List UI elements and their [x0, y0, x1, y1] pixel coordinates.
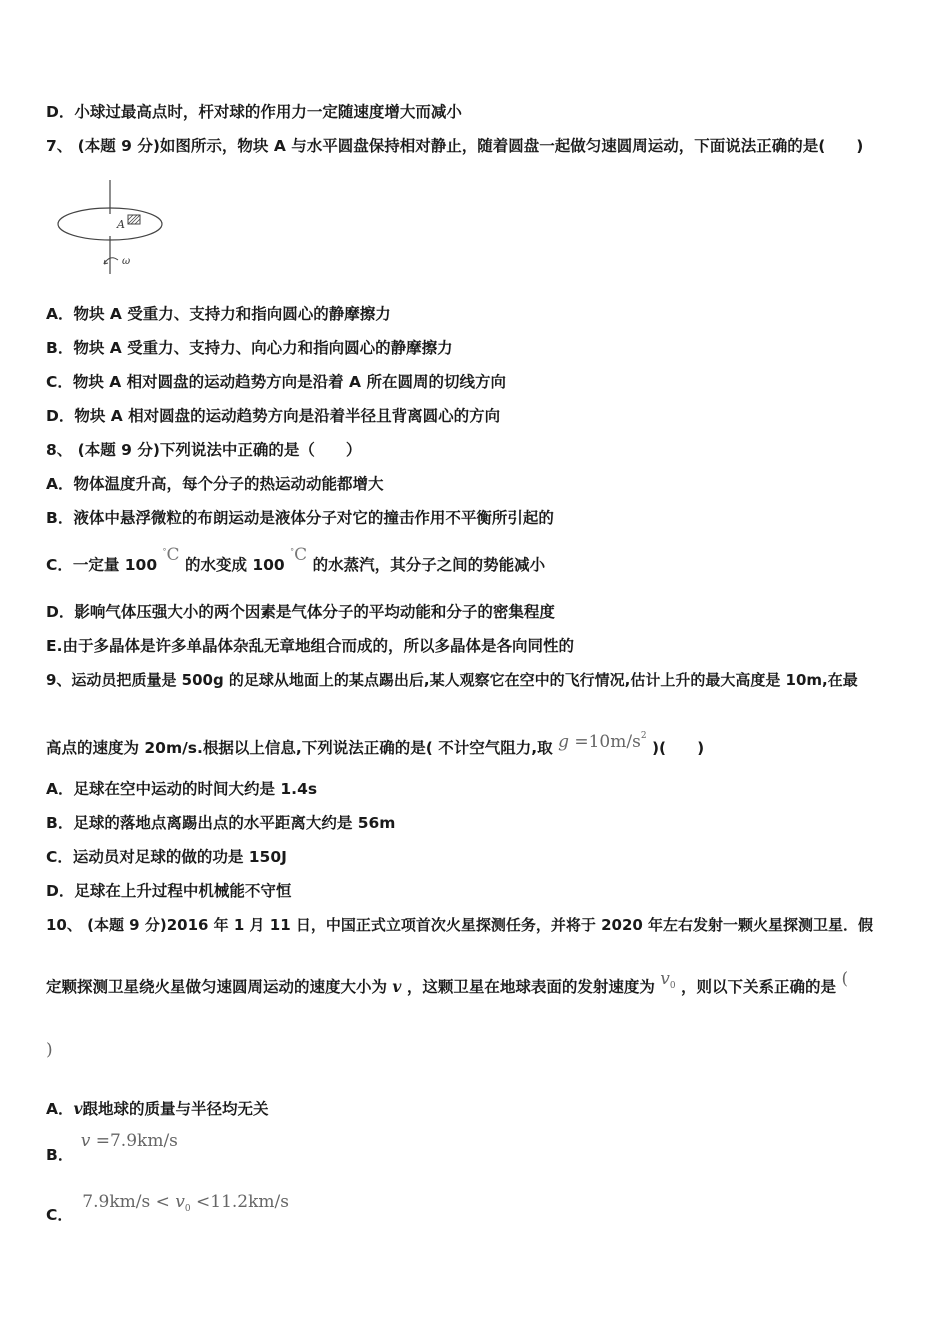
degree-celsius: °C	[290, 545, 308, 565]
q9-option-c: C．运动员对足球的做的功是 150J	[46, 848, 287, 866]
q7-option-d: D．物块 A 相对圆盘的运动趋势方向是沿着半径且背离圆心的方向	[46, 407, 501, 425]
q10-option-c: C． $7.9km/s < v_0 <11.2km/s$	[46, 1192, 289, 1224]
label-a: A	[117, 218, 125, 231]
q7-stem: 7、 (本题 9 分)如图所示，物块 A 与水平圆盘保持相对静止，随着圆盘一起做匀速圆周运动，下面说法正确的是( )	[46, 137, 864, 155]
q7-option-a: A．物块 A 受重力、支持力和指向圆心的静摩擦力	[46, 305, 391, 323]
q9-stem-line2: 高点的速度为 20m/s.根据以上信息,下列说法正确的是( 不计空气阻力,取 $g =10m/s^2$ )( )	[46, 731, 705, 757]
q7-option-c: C．物块 A 相对圆盘的运动趋势方向是沿着 A 所在圆周的切线方向	[46, 373, 506, 391]
option-b-formula: v =7.9km/s	[80, 1131, 178, 1151]
q10-close-paren: )	[46, 1040, 53, 1060]
option-c-formula: $7.9km/s < v_0 <11.2km/s$	[82, 1192, 289, 1214]
q9-option-a: A．足球在空中运动的时间大约是 1.4s	[46, 780, 318, 798]
q8-option-e: E.由于多晶体是许多单晶体杂乱无章地组合而成的，所以多晶体是各向同性的	[46, 637, 574, 655]
rotating-disk-figure	[52, 178, 172, 278]
q9-option-d: D．足球在上升过程中机械能不守恒	[46, 882, 292, 900]
q8-stem: 8、 (本题 9 分)下列说法中正确的是（ ）	[46, 441, 362, 459]
q8-option-b: B．液体中悬浮微粒的布朗运动是液体分子对它的撞击作用不平衡所引起的	[46, 509, 554, 527]
q10-option-b: B． v =7.9km/s	[46, 1131, 178, 1164]
v0-symbol: $v_0$	[660, 969, 676, 991]
q8-option-c: C．一定量 100 °C 的水变成 100 °C 的水蒸汽，其分子之间的势能减小	[46, 545, 546, 574]
degree-celsius: °C	[162, 545, 180, 565]
q6-option-d: D．小球过最高点时，杆对球的作用力一定随速度增大而减小	[46, 103, 462, 121]
q9-stem-line1: 9、运动员把质量是 500g 的足球从地面上的某点踢出后,某人观察它在空中的飞行情况,估计上升的最大高度是 10m,在最	[46, 671, 858, 689]
label-omega: ω	[122, 256, 131, 267]
q10-stem-line1: 10、 (本题 9 分)2016 年 1 月 11 日，中国正式立项首次火星探测任务，并将于 2020 年左右发射一颗火星探测卫星．假	[46, 916, 874, 934]
q9-option-b: B．足球的落地点离踢出点的水平距离大约是 56m	[46, 814, 396, 832]
q10-stem-line2: 定颗探测卫星绕火星做匀速圆周运动的速度大小为 v ，这颗卫星在地球表面的发射速度为 $v_0$ ，则以下关系正确的是 (	[46, 969, 849, 996]
g-formula: $g =10m/s^2$	[558, 731, 647, 752]
q8-option-d: D．影响气体压强大小的两个因素是气体分子的平均动能和分子的密集程度	[46, 603, 555, 621]
q7-option-b: B．物块 A 受重力、支持力、向心力和指向圆心的静摩擦力	[46, 339, 453, 357]
q8-option-a: A．物体温度升高，每个分子的热运动动能都增大	[46, 475, 384, 493]
q10-option-a: A．v跟地球的质量与半径均无关	[46, 1099, 269, 1118]
